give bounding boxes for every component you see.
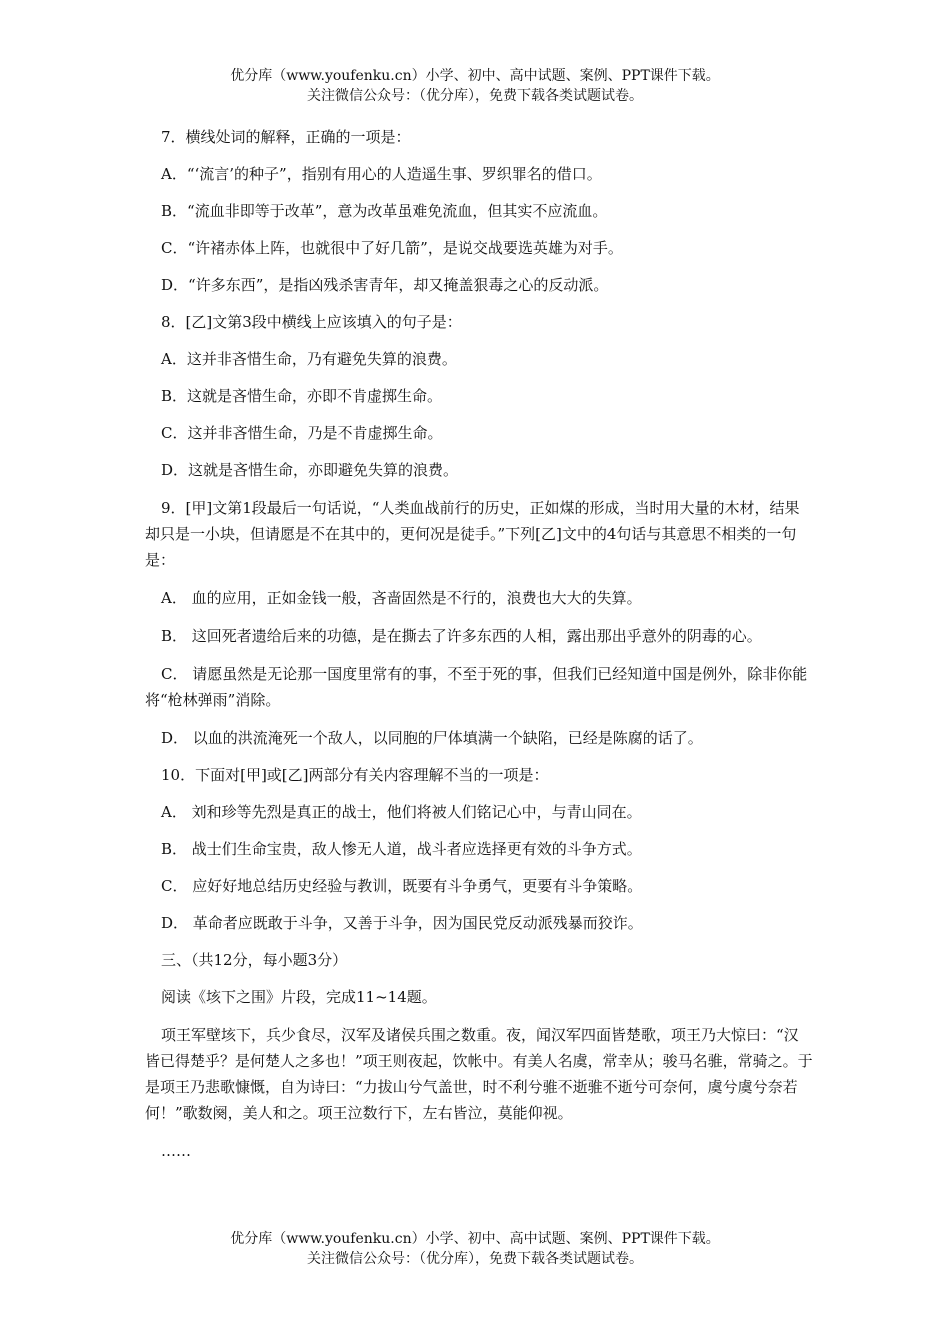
q9-stem: 9．[甲]文第1段最后一句话说，“人类血战前行的历史，正如煤的形成，当时用大量的木材，结果却只是一小块，但请愿是不在其中的，更何况是徒手。”下列[乙]文中的4句话与其意思不相类的一句是： <box>145 499 800 569</box>
document-body <box>145 124 813 1164</box>
q10-option-d: D． 革命者应既敢于斗争，又善于斗争，因为国民党反动派残暴而狡诈。 <box>161 914 643 932</box>
header-line-2: 关注微信公众号：（优分库），免费下载各类试题试卷。 <box>307 88 643 104</box>
footer-line-1: 优分库（www.youfenku.cn）小学、初中、高中试题、案例、PPT课件下载。 <box>230 1231 720 1247</box>
q8-option-d: D．这就是吝惜生命，亦即避免失算的浪费。 <box>161 461 459 479</box>
q10-option-a: A． 刘和珍等先烈是真正的战士，他们将被人们铭记心中，与青山同在。 <box>161 803 642 821</box>
q9-option-b: B． 这回死者遗给后来的功德，是在撕去了许多东西的人相，露出那出乎意外的阴毒的心。 <box>161 627 762 645</box>
q7-option-a: A．“‘流言’的种子”，指别有用心的人造遥生事、罗织罪名的借口。 <box>161 165 602 183</box>
page-header <box>0 66 950 106</box>
q8-option-c: C．这并非吝惜生命，乃是不肯虚掷生命。 <box>161 424 443 442</box>
footer-line-2: 关注微信公众号：（优分库），免费下载各类试题试卷。 <box>307 1251 643 1267</box>
q10-option-c: C． 应好好地总结历史经验与教训，既要有斗争勇气，更要有斗争策略。 <box>161 877 643 895</box>
q8-option-a: A．这并非吝惜生命，乃有避免失算的浪费。 <box>161 350 457 368</box>
header-line-1: 优分库（www.youfenku.cn）小学、初中、高中试题、案例、PPT课件下载。 <box>230 68 720 84</box>
section-3-ellipsis: …… <box>161 1142 191 1160</box>
page-footer <box>0 1229 950 1269</box>
section-3-instruction: 阅读《垓下之围》片段，完成11~14题。 <box>161 988 437 1006</box>
q10-stem: 10．下面对[甲]或[乙]两部分有关内容理解不当的一项是： <box>161 766 549 784</box>
q8-option-b: B．这就是吝惜生命，亦即不肯虚掷生命。 <box>161 387 443 405</box>
q7-option-b: B．“流血非即等于改革”，意为改革虽难免流血，但其实不应流血。 <box>161 202 608 220</box>
q7-option-c: C．“许褚赤体上阵，也就很中了好几箭”，是说交战要选英雄为对手。 <box>161 239 623 257</box>
section-3-passage: 项王军壁垓下，兵少食尽，汉军及诸侯兵围之数重。夜，闻汉军四面皆楚歌，项王乃大惊曰：“汉皆已得楚乎？是何楚人之多也！”项王则夜起，饮帐中。有美人名虞，常幸从；骏马名骓，常骑之。于是项王乃悲歌慷慨，自为诗曰：“力拔山兮气盖世，时不利兮骓不逝骓不逝兮可奈何，虞兮虞兮奈若何！”歌数阕，美人和之。项王泣数行下，左右皆泣，莫能仰视。 <box>145 1026 813 1122</box>
q10-option-b: B． 战士们生命宝贵，敌人惨无人道，战斗者应选择更有效的斗争方式。 <box>161 840 642 858</box>
q7-stem: 7．横线处词的解释，正确的一项是： <box>161 128 411 146</box>
q9-option-a: A． 血的应用，正如金钱一般，吝啬固然是不行的，浪费也大大的失算。 <box>161 589 642 607</box>
q9-option-d: D． 以血的洪流淹死一个敌人，以同胞的尸体填满一个缺陷，已经是陈腐的话了。 <box>161 729 703 747</box>
section-3-title: 三、（共12分，每小题3分） <box>161 951 348 969</box>
q9-option-c: C． 请愿虽然是无论那一国度里常有的事，不至于死的事，但我们已经知道中国是例外，除非你能将“枪林弹雨”消除。 <box>145 665 808 709</box>
q7-option-d: D．“许多东西”，是指凶残杀害青年，却又掩盖狠毒之心的反动派。 <box>161 276 609 294</box>
q8-stem: 8．[乙]文第3段中横线上应该填入的句子是： <box>161 313 462 331</box>
